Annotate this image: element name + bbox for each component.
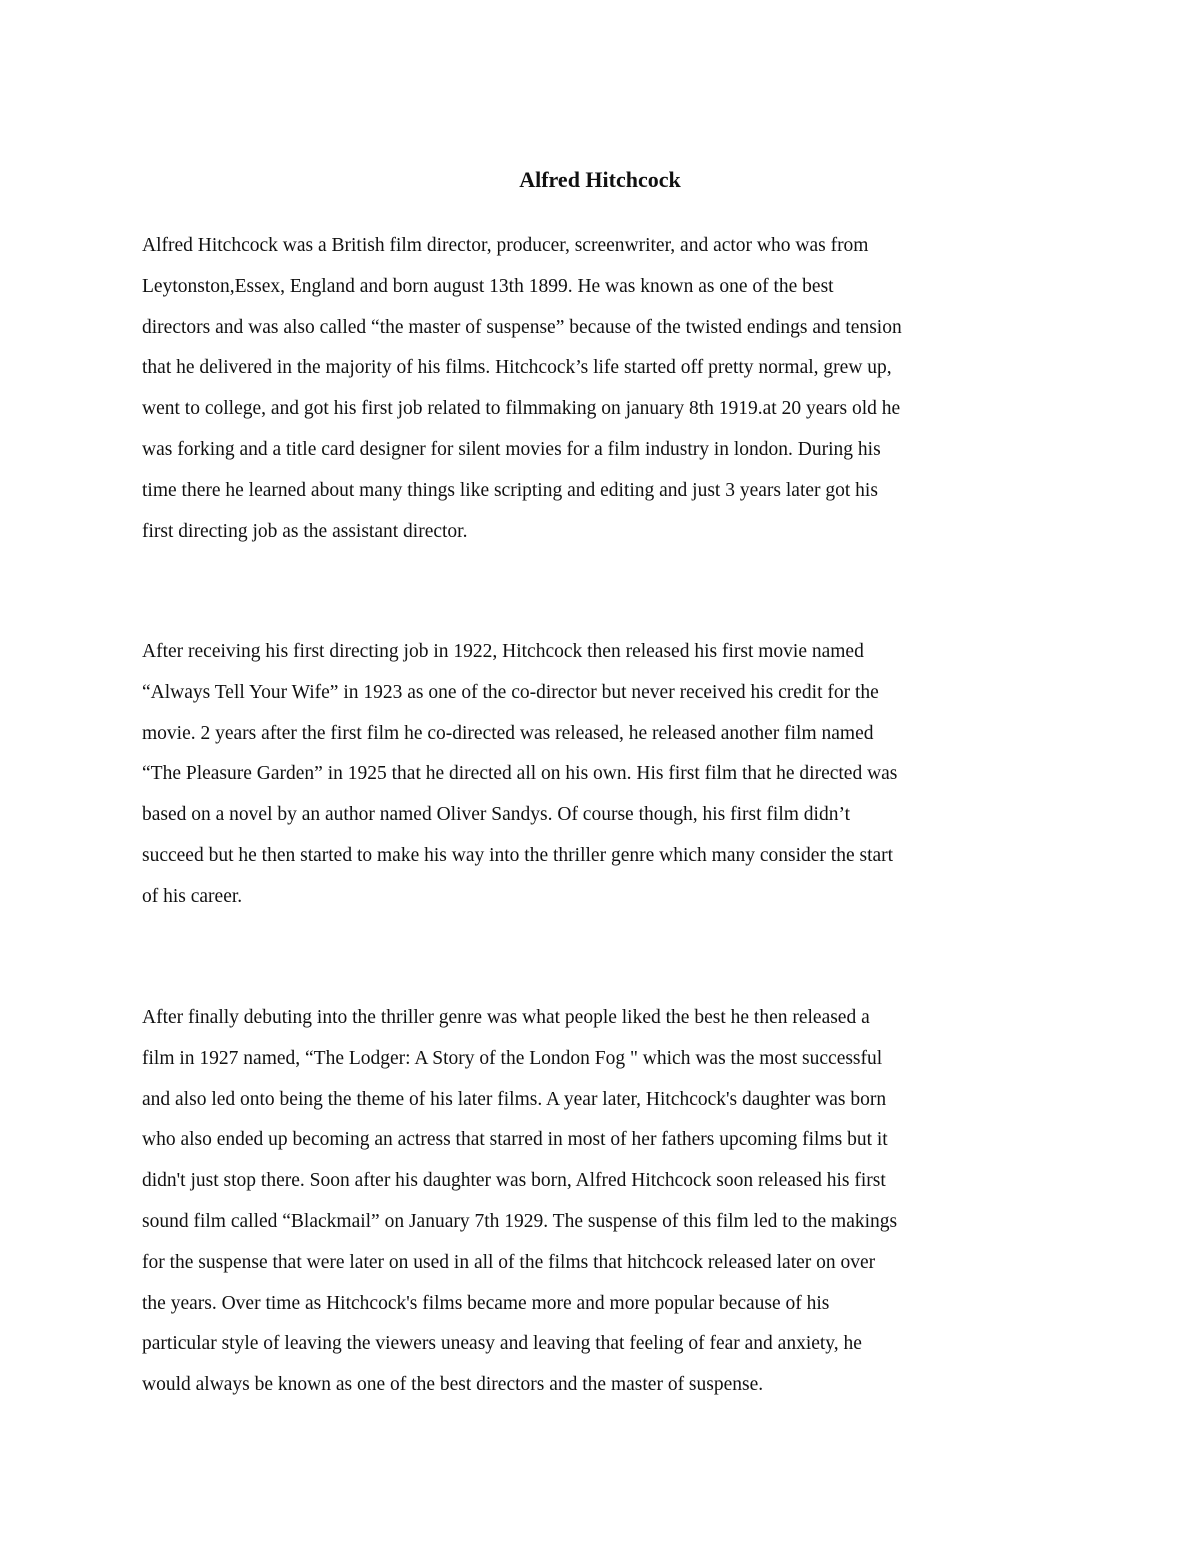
paragraph-3-line-4: who also ended up becoming an actress that starred in most of her fathers upcoming films but it <box>142 1129 888 1151</box>
paragraph-3-line-9: particular style of leaving the viewers uneasy and leaving that feeling of fear and anxiety, he <box>142 1333 862 1355</box>
paragraph-2 <box>142 632 1072 918</box>
paragraph-3-line-2: film in 1927 named, “The Lodger: A Story of the London Fog " which was the most successful <box>142 1047 883 1069</box>
paragraph-2-line-3: movie. 2 years after the first film he co-directed was released, he released another film named <box>142 722 874 744</box>
paragraph-3 <box>142 998 1072 1406</box>
paragraph-1-line-8: first directing job as the assistant director. <box>142 520 468 542</box>
paragraph-2-line-1: After receiving his first directing job in 1922, Hitchcock then released his first movie named <box>142 641 864 662</box>
paragraph-2-line-4: “The Pleasure Garden” in 1925 that he directed all on his own. His first film that he directed was <box>142 763 898 785</box>
paragraph-1-line-4: that he delivered in the majority of his films. Hitchcock’s life started off pretty normal, grew up, <box>142 357 892 379</box>
paragraph-3-line-7: for the suspense that were later on used in all of the films that hitchcock released later on over <box>142 1251 876 1273</box>
paragraph-1-line-6: was forking and a title card designer for silent movies for a film industry in london. During his <box>142 438 881 460</box>
paragraph-1-line-5: went to college, and got his first job related to filmmaking on january 8th 1919.at 20 years old he <box>142 398 901 420</box>
paragraph-2-line-7: of his career. <box>142 885 243 907</box>
paragraph-3-line-3: and also led onto being the theme of his later films. A year later, Hitchcock's daughter was born <box>142 1088 887 1110</box>
paragraph-1-line-1: Alfred Hitchcock was a British film director, producer, screenwriter, and actor who was from <box>142 235 869 256</box>
paragraph-1-line-2: Leytonston,Essex, England and born august 13th 1899. He was known as one of the best <box>142 275 834 297</box>
paragraph-3-line-8: the years. Over time as Hitchcock's films became more and more popular because of his <box>142 1292 830 1314</box>
paragraph-3-line-1: After finally debuting into the thriller genre was what people liked the best he then released a <box>142 1007 870 1028</box>
document-title: Alfred Hitchcock <box>519 167 681 192</box>
paragraph-1-line-3: directors and was also called “the master of suspense” because of the twisted endings and tension <box>142 316 902 338</box>
paragraph-2-line-6: succeed but he then started to make his way into the thriller genre which many consider the start <box>142 844 894 866</box>
paragraph-3-line-5: didn't just stop there. Soon after his daughter was born, Alfred Hitchcock soon released his first <box>142 1170 886 1192</box>
paragraph-2-line-2: “Always Tell Your Wife” in 1923 as one of the co-director but never received his credit for the <box>142 681 879 703</box>
paragraph-2-line-5: based on a novel by an author named Oliver Sandys. Of course though, his first film didn’t <box>142 804 851 826</box>
paragraph-1 <box>142 226 1072 552</box>
paragraph-3-line-10: would always be known as one of the best directors and the master of suspense. <box>142 1374 764 1396</box>
paragraph-3-line-6: sound film called “Blackmail” on January 7th 1929. The suspense of this film led to the makings <box>142 1210 898 1232</box>
paragraph-1-line-7: time there he learned about many things like scripting and editing and just 3 years later got his <box>142 479 878 501</box>
